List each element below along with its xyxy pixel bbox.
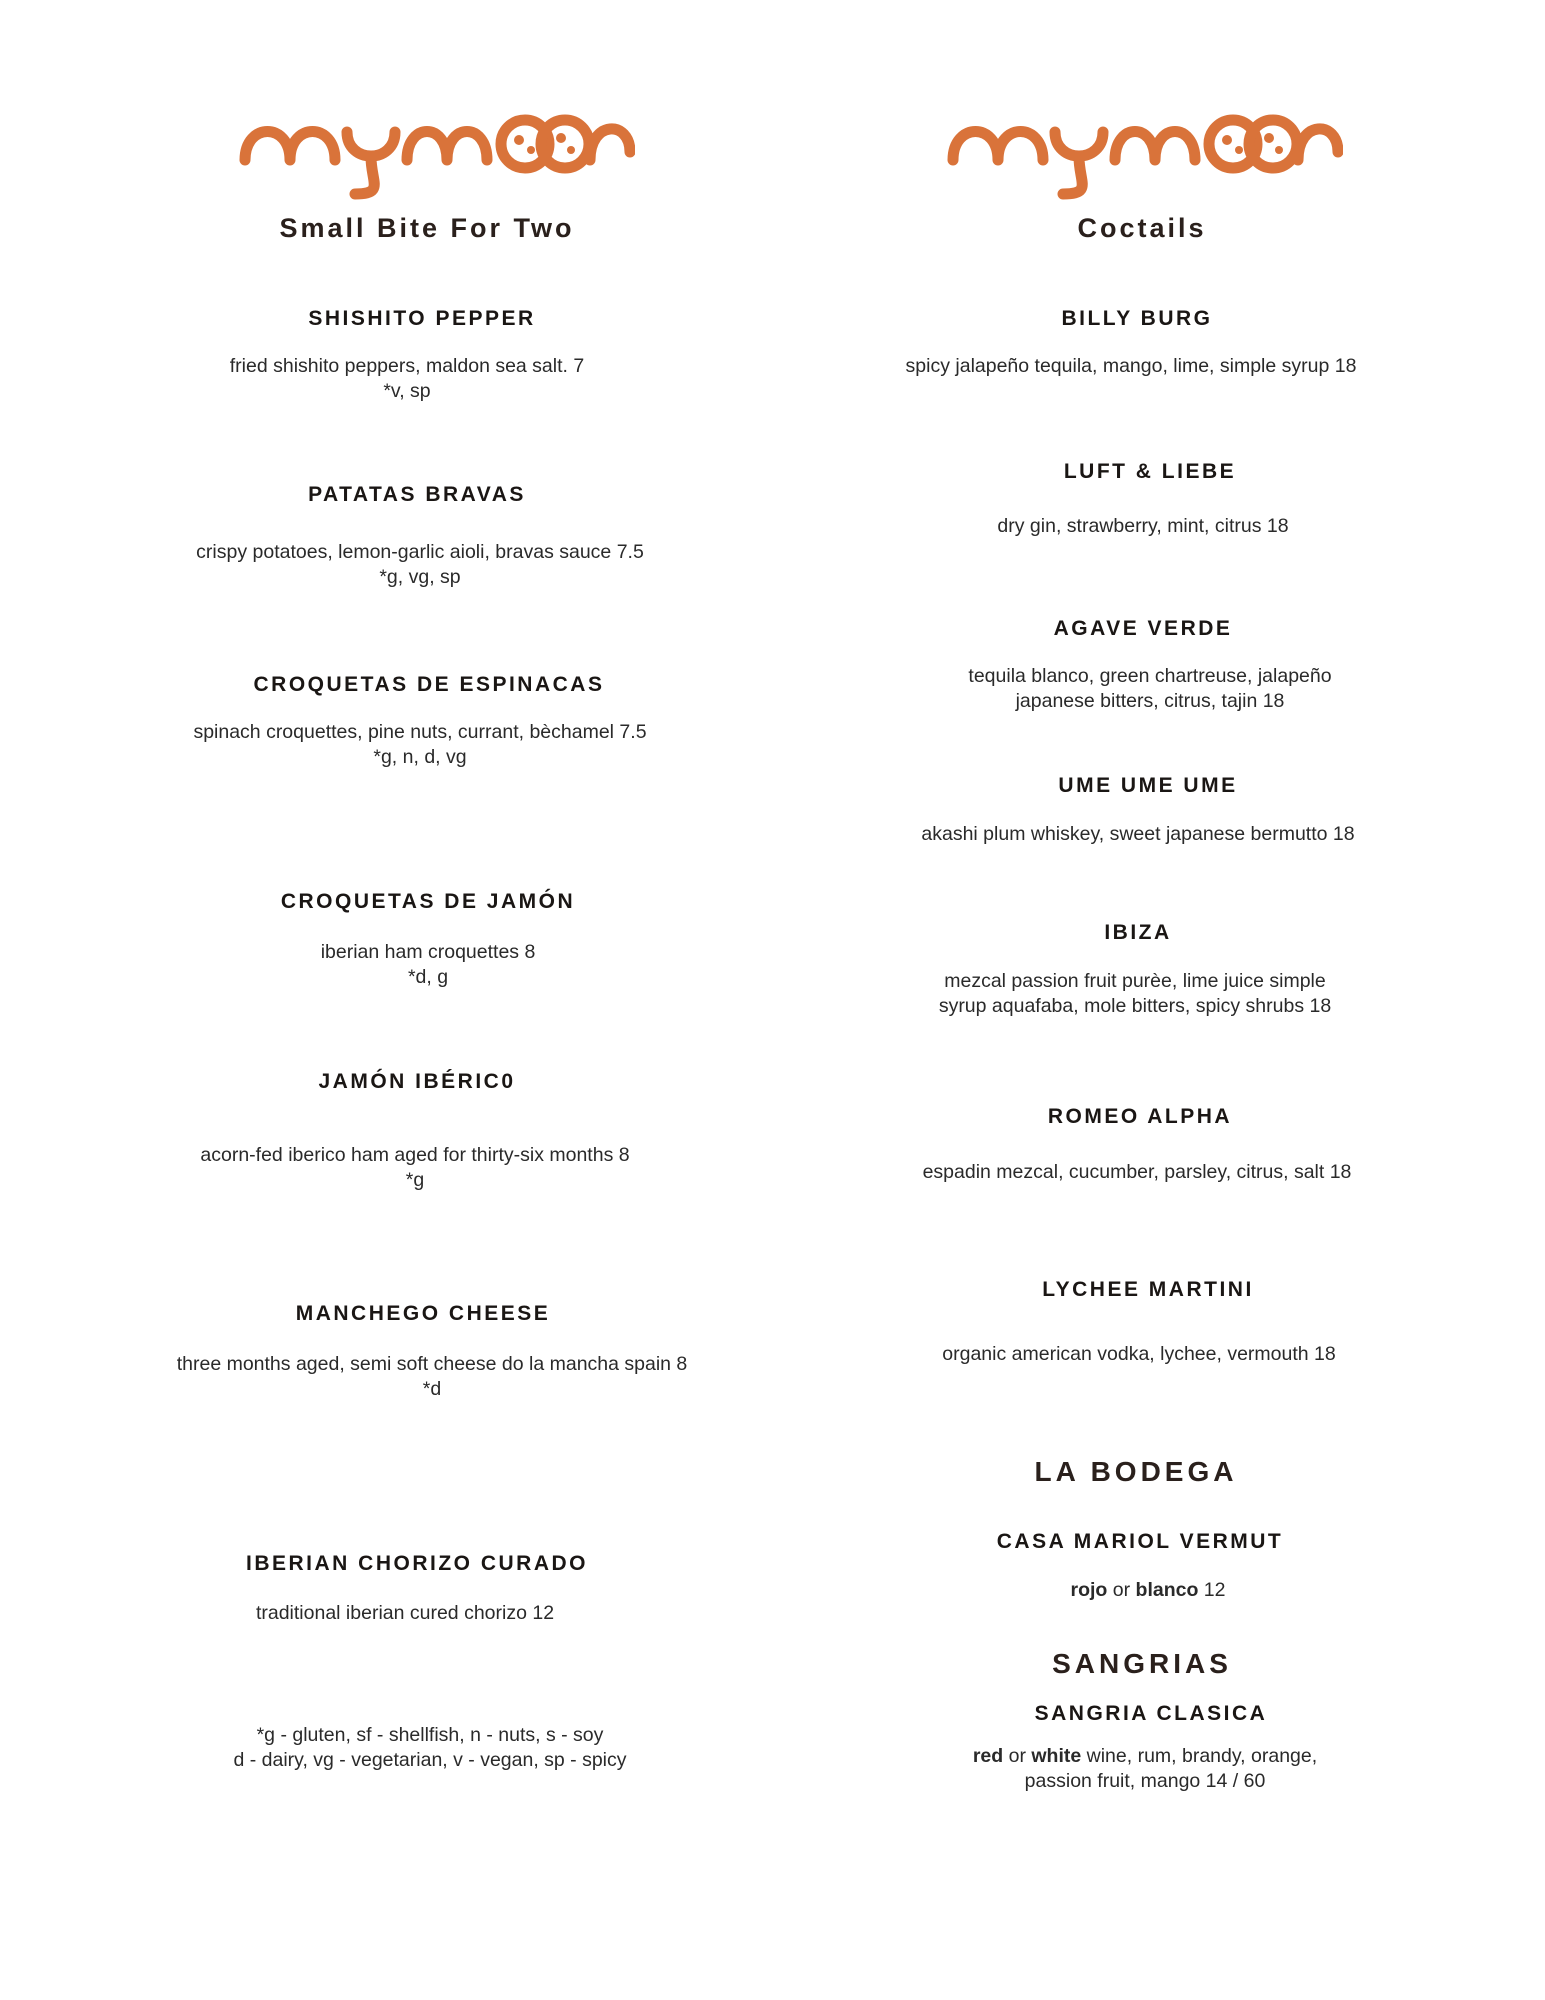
bodega-heading: LA BODEGA [1034, 1456, 1238, 1487]
menu-item-name: IBERIAN CHORIZO CURADO [246, 1552, 588, 1575]
cocktail-name: LYCHEE MARTINI [1042, 1278, 1254, 1301]
menu-item-desc-line: crispy potatoes, lemon-garlic aioli, bravas sauce 7.5 [196, 541, 644, 563]
menu-item-tags: *g, n, d, vg [373, 746, 467, 768]
menu-item-name: MANCHEGO CHEESE [295, 1302, 551, 1325]
menu-item-tags: *d [422, 1378, 442, 1400]
dietary-legend [80, 1723, 780, 1773]
cocktail-desc [800, 664, 1500, 714]
menu-item-desc [70, 720, 770, 770]
sangria-desc-line: passion fruit, mango 14 / 60 [1024, 1770, 1266, 1792]
bodega-or: or [1107, 1579, 1136, 1601]
menu-item-name: CROQUETAS DE ESPINACAS [253, 673, 605, 696]
cocktail-desc [785, 969, 1485, 1019]
left-section-title: Small Bite For Two [279, 213, 575, 243]
mymoon-logo-left [235, 102, 635, 202]
cocktail-desc [787, 1160, 1487, 1185]
menu-item-name: JAMÓN IBÉRIC0 [318, 1070, 516, 1093]
cocktail-desc-line: organic american vodka, lychee, vermouth 18 [942, 1343, 1336, 1365]
cocktail-desc-line: akashi plum whiskey, sweet japanese bermutto 18 [921, 823, 1355, 845]
menu-item-desc [57, 354, 757, 404]
cocktail-desc [788, 822, 1488, 847]
menu-item-desc-line: three months aged, semi soft cheese do la mancha spain 8 [176, 1353, 688, 1375]
menu-item-desc [55, 1601, 755, 1626]
sangria-item-desc [795, 1744, 1495, 1794]
sangria-desc-rest: wine, rum, brandy, orange, [1081, 1745, 1318, 1767]
menu-item-name: PATATAS BRAVAS [308, 483, 526, 506]
bodega-item-desc [798, 1578, 1498, 1603]
cocktail-name: LUFT & LIEBE [1063, 460, 1237, 483]
sangria-item-name: SANGRIA CLASICA [1034, 1702, 1268, 1725]
cocktail-desc-line: syrup aquafaba, mole bitters, spicy shrubs 18 [938, 995, 1332, 1017]
cocktail-desc-line: mezcal passion fruit purèe, lime juice simple [944, 970, 1326, 992]
menu-item-tags: *g, vg, sp [379, 566, 461, 588]
menu-item-desc-line: iberian ham croquettes 8 [320, 941, 536, 963]
menu-item-name: SHISHITO PEPPER [308, 307, 536, 330]
sangrias-heading: SANGRIAS [1052, 1648, 1232, 1679]
sangria-option-white: white [1031, 1745, 1082, 1767]
cocktail-desc [781, 354, 1481, 379]
bodega-option-blanco: blanco [1135, 1579, 1199, 1601]
mymoon-logo-icon [235, 102, 635, 202]
cocktail-desc-line: japanese bitters, citrus, tajin 18 [1015, 690, 1285, 712]
cocktail-name: AGAVE VERDE [1053, 617, 1233, 640]
bodega-option-rojo: rojo [1070, 1579, 1108, 1601]
menu-item-tags: *d, g [407, 966, 449, 988]
dietary-legend-line: *g - gluten, sf - shellfish, n - nuts, s - soy [256, 1724, 604, 1746]
sangria-or: or [1003, 1745, 1032, 1767]
menu-item-desc [82, 1352, 782, 1402]
menu-item-tags: *v, sp [383, 380, 431, 402]
mymoon-logo-icon [943, 102, 1343, 202]
cocktail-desc-line: tequila blanco, green chartreuse, jalapeño [968, 665, 1332, 687]
menu-item-desc-line: fried shishito peppers, maldon sea salt. 7 [229, 355, 585, 377]
menu-item-desc-line: acorn-fed iberico ham aged for thirty-six months 8 [200, 1144, 630, 1166]
bodega-price: 12 [1198, 1579, 1226, 1601]
menu-item-name: CROQUETAS DE JAMÓN [280, 890, 576, 913]
menu-item-desc [65, 1143, 765, 1193]
sangria-option-red: red [972, 1745, 1004, 1767]
bodega-item-name: CASA MARIOL VERMUT [996, 1530, 1284, 1553]
cocktail-desc-line: spicy jalapeño tequila, mango, lime, simple syrup 18 [905, 355, 1357, 377]
menu-item-desc-line: traditional iberian cured chorizo 12 [255, 1602, 555, 1624]
right-section-title: Coctails [1077, 213, 1207, 243]
cocktail-name: ROMEO ALPHA [1047, 1105, 1233, 1128]
dietary-legend-line: d - dairy, vg - vegetarian, v - vegan, sp - spicy [233, 1749, 627, 1771]
menu-item-tags: *g [405, 1169, 425, 1191]
menu-item-desc [70, 540, 770, 590]
cocktail-desc [793, 514, 1493, 539]
cocktail-desc-line: espadin mezcal, cucumber, parsley, citrus, salt 18 [922, 1161, 1352, 1183]
mymoon-logo-right [943, 102, 1343, 202]
cocktail-desc-line: dry gin, strawberry, mint, citrus 18 [997, 515, 1289, 537]
sangria-desc-line [795, 1744, 1495, 1769]
cocktail-desc [789, 1342, 1489, 1367]
menu-item-desc [78, 940, 778, 990]
cocktail-name: BILLY BURG [1061, 307, 1213, 330]
menu-item-desc-line: spinach croquettes, pine nuts, currant, bèchamel 7.5 [193, 721, 647, 743]
cocktail-name: UME UME UME [1058, 774, 1238, 797]
cocktail-name: IBIZA [1104, 921, 1172, 944]
